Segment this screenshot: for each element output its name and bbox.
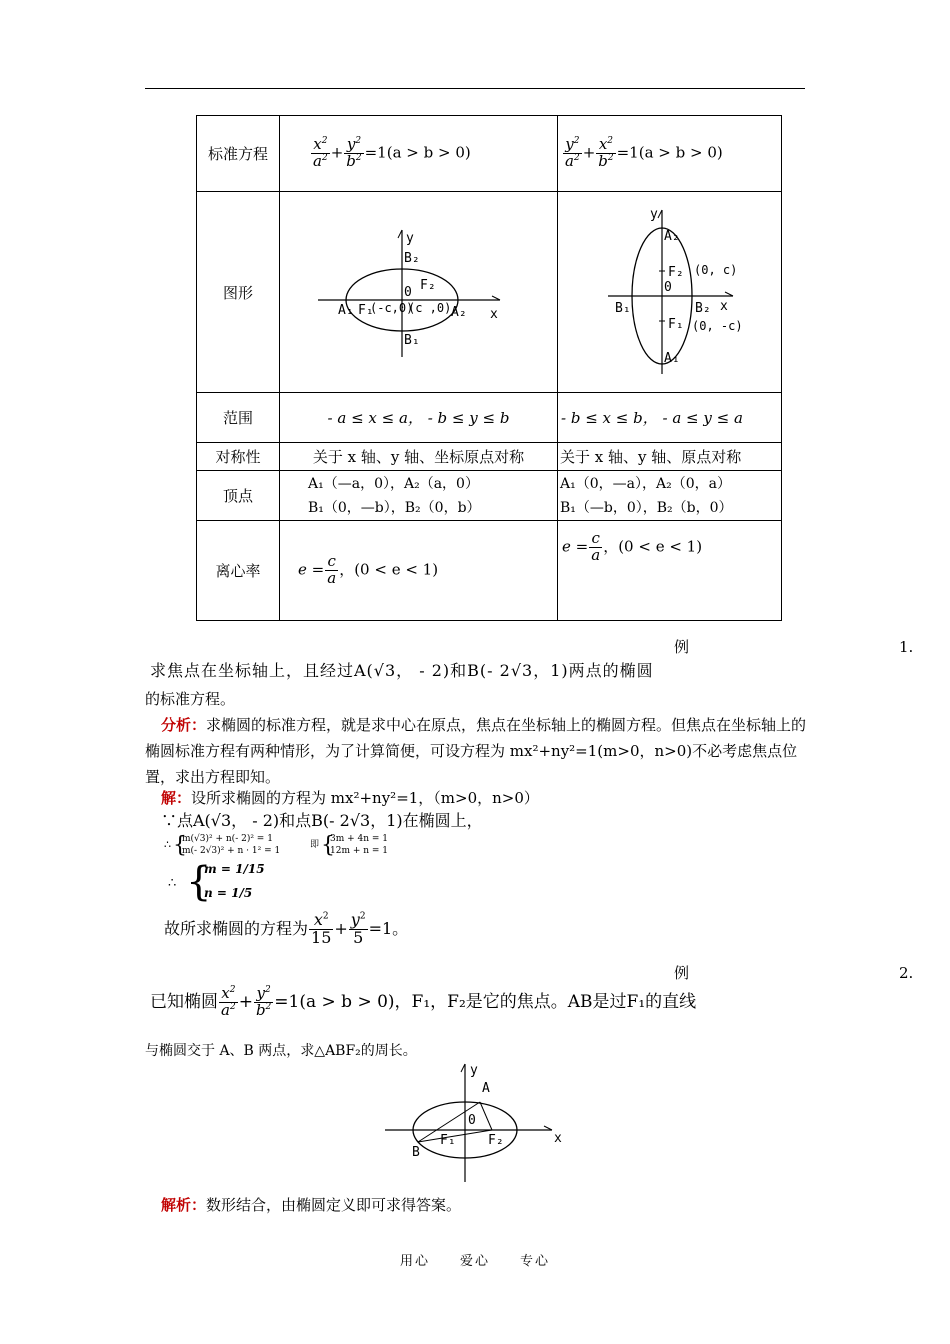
standard-eq-left-rhs: =1(a > b > 0) (364, 143, 471, 162)
eccentricity-right-range: ，(0 < e < 1) (603, 537, 703, 556)
fig2-origin-label: 0 (664, 280, 672, 295)
ex1-analysis-text: 求椭圆的标准方程，就是求中心在原点，焦点在坐标轴上的椭圆方程。但焦点在坐标轴上的椭圆标准方程有两种情形，为了计算简便，可设方程为 mx²+ny²=1(m>0，n>0)不必考虑焦点位置，求出方程即知。 (145, 716, 807, 786)
ex1-analysis-label: 分析： (161, 716, 207, 734)
row-label-eccentricity: 离心率 (197, 521, 280, 621)
ex2-fig-a: A (482, 1081, 490, 1096)
ex2-problem-line1: 已知椭圆 $\frac{x^2}{a^2}$ + $\frac{y^2}{b^2}$ =1(a > b > 0)，F₁，F₂是它的焦点。AB是过F₁的直线 (150, 984, 697, 1019)
fig2-y-label: y (650, 207, 658, 222)
fig2-c2-label: (0, -c) (692, 319, 743, 333)
page-footer: 用心 爱心 专心 (400, 1254, 551, 1269)
ex2-problem-line2: 与椭圆交于 A、B 两点，求△ABF₂的周长。 (145, 1043, 417, 1059)
ex2-analysis-text: 数形结合，由椭圆定义即可求得答案。 (206, 1196, 462, 1214)
eccentricity-left-range: ，(0 < e < 1) (339, 560, 439, 579)
ex2-fig-f1: F₁ (440, 1133, 456, 1148)
ex1-sys2-label: 即 (310, 840, 320, 850)
fig1-b1-label: B₁ (404, 333, 420, 348)
ex1-solution-label: 解： (161, 789, 192, 807)
ex2-fig-f2: F₂ (488, 1133, 504, 1148)
ex2-fig-b: B (412, 1145, 420, 1160)
fig1-a1-label: A₁ (338, 303, 354, 318)
figure-vertical-cell (558, 192, 782, 393)
ex1-sys1-a: m(√3)² + n(- 2)² = 1 (182, 834, 273, 844)
header-rule (145, 88, 805, 89)
standard-eq-right-rhs: =1(a > b > 0) (616, 143, 723, 162)
fig1-origin-label: 0 (404, 285, 412, 300)
fig1-c2-label: (c ,0) (408, 301, 452, 315)
fig1-f1-label: F₁ (358, 303, 374, 318)
fig2-b2-label: B₂ (695, 301, 711, 316)
ex1-sys2-a: 3m + 4n = 1 (330, 834, 389, 844)
fig2-x-label: x (720, 299, 728, 314)
ex1-problem-line1: 求焦点在坐标轴上，且经过A(√3， - 2)和B(- 2√3，1)两点的椭圆 (150, 661, 654, 680)
fig1-y-label: y (406, 231, 414, 246)
ex2-fig-o: 0 (468, 1113, 476, 1128)
ex1-sys2-b: 12m + n = 1 (330, 846, 389, 856)
ex2-ellipse-figure (380, 1062, 570, 1184)
ex1-result-n: n = 1/5 (204, 886, 253, 900)
fig1-b2-label: B₂ (404, 251, 420, 266)
ex2-fig-y: y (470, 1063, 478, 1078)
range-vertical: - b ≤ x ≤ b， - a ≤ y ≤ a (558, 393, 782, 443)
row-label-standard: 标准方程 (197, 116, 280, 192)
fig1-f2-label: F₂ (420, 278, 436, 293)
ex2-problem-pre: 已知椭圆 (150, 991, 218, 1012)
ex1-solution-line1 (161, 787, 539, 808)
ex2-heading: 例 2. (674, 964, 914, 982)
range-horizontal: - a ≤ x ≤ a， - b ≤ y ≤ b (280, 393, 558, 443)
ex2-fig-x: x (554, 1131, 562, 1146)
ex1-result-m: m = 1/15 (204, 862, 265, 876)
symmetry-vertical: 关于 x 轴、y 轴、原点对称 (558, 443, 782, 471)
fig2-a1-label: A₁ (664, 351, 680, 366)
figure-horizontal-cell (280, 192, 558, 393)
vertices-horizontal-a: A₁（—a，0），A₂（a，0） (308, 475, 479, 492)
ex1-conclusion-pre: 故所求椭圆的方程为 (164, 918, 309, 938)
ex1-conclusion: 故所求椭圆的方程为 $\frac{x^2}{15}$ + $\frac{y^2}{5}$ =1。 (164, 910, 409, 947)
standard-eq-vertical: $\frac{y^2}{a^2}$ + $\frac{x^2}{b^2}$ =1(a > b > 0) (558, 116, 782, 192)
vertical-ellipse-figure (558, 192, 777, 392)
eccentricity-horizontal: e = $\frac{c}{a}$ ，(0 < e < 1) (280, 521, 558, 621)
row-label-symmetry: 对称性 (197, 443, 280, 471)
ex1-solution-text: 设所求椭圆的方程为 mx²+ny²=1，（m>0，n>0） (191, 789, 539, 807)
fig2-b1-label: B₁ (615, 301, 631, 316)
ex1-analysis (145, 712, 810, 790)
vertices-vertical-a: A₁（0，—a），A₂（0，a） (560, 475, 731, 492)
ex1-sys1-b: m(- 2√3)² + n · 1² = 1 (182, 846, 281, 856)
ex1-solution-line2: ∵点A(√3， - 2)和点B(- 2√3，1)在椭圆上， (161, 811, 483, 830)
fig2-f1-label: F₁ (668, 317, 684, 332)
horizontal-ellipse-figure (280, 192, 529, 392)
eccentricity-vertical: e = $\frac{c}{a}$ ，(0 < e < 1) (558, 521, 782, 621)
row-label-figure: 图形 (197, 192, 280, 393)
ex1-problem-line2: 的标准方程。 (145, 690, 236, 708)
fig1-a2-label: A₂ (451, 305, 467, 320)
ex1-conclusion-post: =1。 (368, 918, 409, 938)
ex2-analysis (161, 1194, 461, 1215)
fig2-c1-label: (0, c) (694, 263, 738, 277)
vertices-vertical (558, 471, 782, 521)
ex2-problem-mid: =1(a > b > 0)，F₁，F₂是它的焦点。AB是过F₁的直线 (274, 991, 697, 1012)
vertices-horizontal (280, 471, 558, 521)
standard-eq-horizontal: $\frac{x^2}{a^2}$ + $\frac{y^2}{b^2}$ =1(a > b > 0) (280, 116, 558, 192)
row-label-range: 范围 (197, 393, 280, 443)
fig2-f2-label: F₂ (668, 265, 684, 280)
fig1-x-label: x (490, 307, 498, 322)
symmetry-horizontal: 关于 x 轴、y 轴、坐标原点对称 (280, 443, 558, 471)
ex1-sys1-therefore: ∴ (164, 838, 171, 851)
row-label-vertices: 顶点 (197, 471, 280, 521)
vertices-horizontal-b: B₁（0，—b），B₂（0，b） (308, 499, 481, 516)
ellipse-properties-table (196, 115, 782, 621)
fig1-c1-label: (-c,0) (370, 301, 414, 315)
fig2-a2-label: A₂ (664, 229, 680, 244)
ex1-heading: 例 1. (674, 638, 914, 656)
vertices-vertical-b: B₁（—b，0），B₂（b，0） (560, 499, 733, 516)
ex1-result-therefore: ∴ (168, 876, 177, 891)
ex2-analysis-label: 解析： (161, 1196, 207, 1214)
